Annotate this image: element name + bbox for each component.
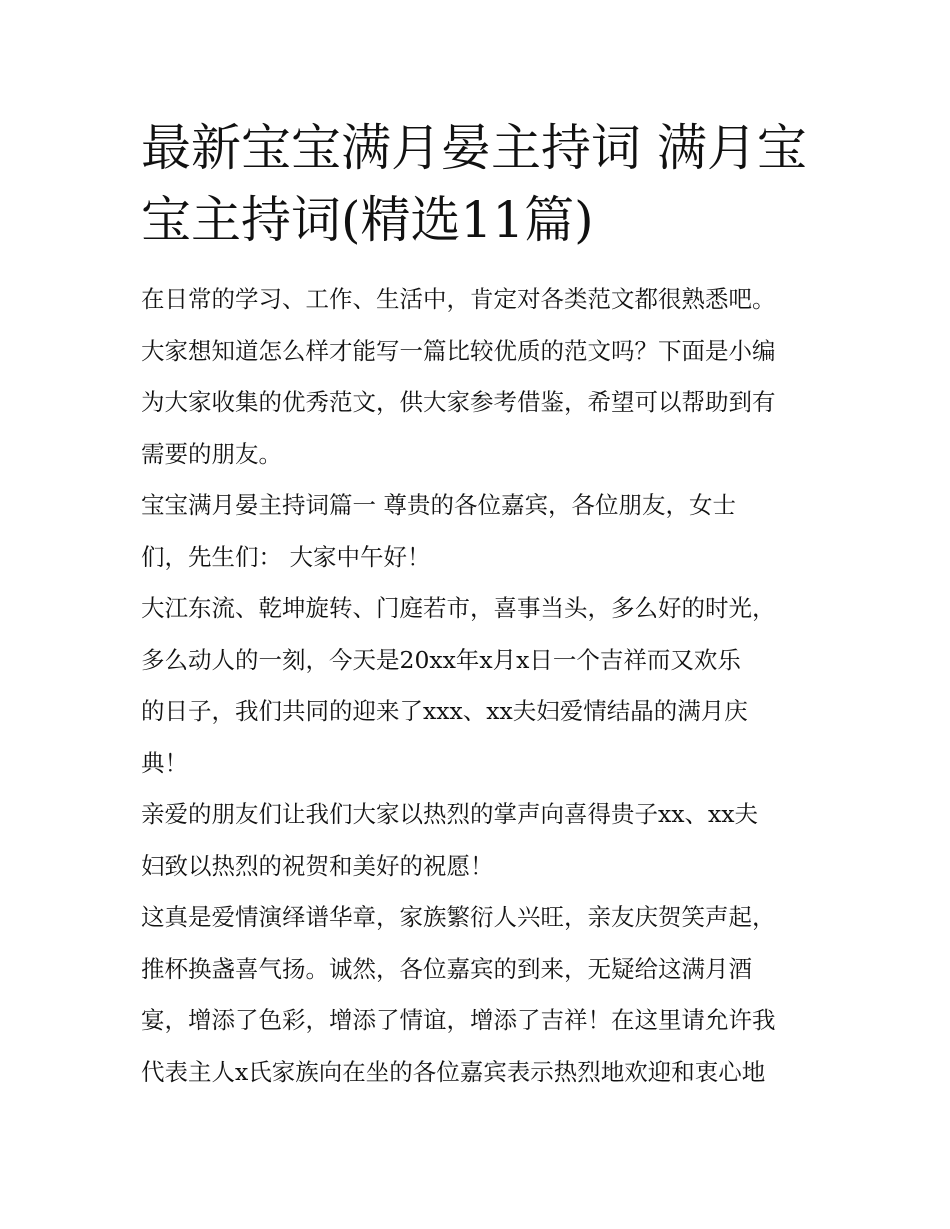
body-line: 代表主人x氏家族向在坐的各位嘉宾表示热烈地欢迎和衷心地 [141, 1057, 766, 1086]
body-line: 妇致以热烈的祝贺和美好的祝愿！ [141, 851, 494, 880]
body-line: 需要的朋友。 [141, 439, 282, 468]
body-line: 典！ [141, 748, 188, 777]
body-line: 亲爱的朋友们让我们大家以热烈的掌声向喜得贵子xx、xx夫 [141, 800, 759, 828]
body-line: 推杯换盏喜气扬。诚然，各位嘉宾的到来，无疑给这满月酒 [141, 954, 752, 983]
document-title [141, 112, 821, 256]
body-line: 这真是爱情演绎谱华章，家族繁衍人兴旺，亲友庆贺笑声起， [141, 903, 776, 931]
body-line: 们，先生们： 大家中午好！ [141, 542, 431, 571]
document-body [141, 274, 821, 1098]
title-line: 宝主持词(精选11篇) [141, 191, 594, 249]
body-line: 为大家收集的优秀范文，供大家参考借鉴，希望可以帮助到有 [141, 388, 776, 416]
body-line: 多么动人的一刻，今天是20xx年x月x日一个吉祥而又欢乐 [141, 645, 741, 674]
body-line: 宝宝满月晏主持词篇一 尊贵的各位嘉宾，各位朋友，女士 [141, 491, 736, 519]
title-line: 最新宝宝满月晏主持词 满月宝 [141, 119, 807, 177]
body-line: 大家想知道怎么样才能写一篇比较优质的范文吗？下面是小编 [141, 336, 776, 365]
body-line: 的日子，我们共同的迎来了xxx、xx夫妇爱情结晶的满月庆 [141, 697, 748, 725]
body-line: 宴，增添了色彩，增添了情谊，增添了吉祥！在这里请允许我 [141, 1006, 776, 1034]
body-line: 在日常的学习、工作、生活中，肯定对各类范文都很熟悉吧。 [141, 285, 776, 313]
body-line: 大江东流、乾坤旋转、门庭若市，喜事当头，多么好的时光， [141, 594, 776, 622]
